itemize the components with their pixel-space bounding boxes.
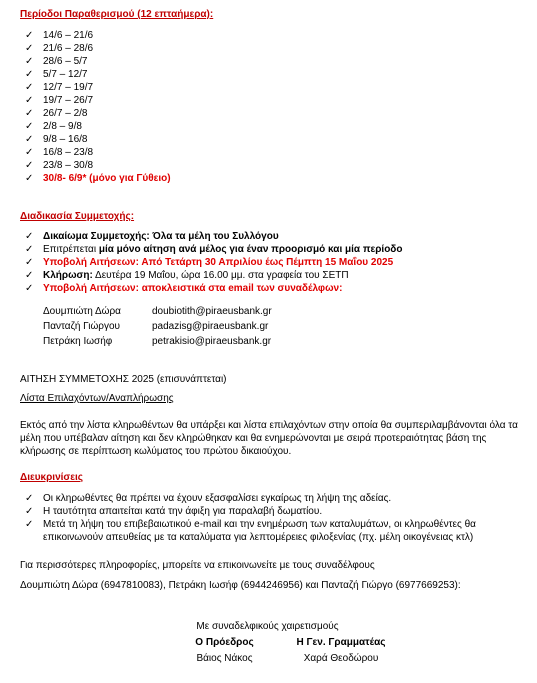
clarification-text: Οι κληρωθέντες θα πρέπει να έχουν εξασφαλίσει εγκαίρως τη λήψη της αδείας. <box>43 493 392 504</box>
draw-text: Δευτέρα 19 Μαΐου, ώρα 16.00 μμ. στα γραφεία του ΣΕΤΠ <box>92 270 349 281</box>
list-item <box>25 518 523 544</box>
procedure-heading: Διαδικασία Συμμετοχής: <box>20 211 135 222</box>
period-item-last <box>25 172 171 185</box>
clarification-text: Μετά τη λήψη του επιβεβαιωτικού e-mail και την ενημέρωση των καταλυμάτων, οι κληρωθέντες θα επικοινωνούν απευθείας με τα καταλύματα για λεπτομέρειες φιλοξενίας (πχ. μέλη οικογένειας κτλ) <box>43 519 476 543</box>
check-icon: ✓ <box>25 506 34 517</box>
list-item <box>25 269 402 282</box>
check-icon: ✓ <box>25 69 34 80</box>
name-president: Βάιος Νάκος <box>196 653 253 664</box>
list-item <box>25 243 402 256</box>
check-icon: ✓ <box>25 493 34 504</box>
period-text: 12/7 – 19/7 <box>43 82 94 93</box>
contact-name: Δουμπιώτη Δώρα <box>43 306 121 317</box>
application-title: ΑΙΤΗΣΗ ΣΥΜΜΕΤΟΧΗΣ 2025 (επισυνάπτεται) <box>20 374 227 385</box>
period-item <box>25 133 171 146</box>
period-item <box>25 146 171 159</box>
period-item <box>25 120 171 133</box>
allowed-bold: μία μόνο αίτηση ανά μέλος για έναν προορισμό και μία περίοδο <box>98 244 403 255</box>
period-text: 26/7 – 2/8 <box>43 108 88 119</box>
clarification-text: Η ταυτότητα απαιτείται κατά την άφιξη για παραλαβή δωματίου. <box>43 506 323 517</box>
procedure-list <box>25 230 402 295</box>
check-icon: ✓ <box>25 121 34 132</box>
period-text: 2/8 – 9/8 <box>43 121 82 132</box>
draw-label: Κλήρωση: <box>43 270 93 281</box>
check-icon: ✓ <box>25 160 34 171</box>
name-secretary: Χαρά Θεοδώρου <box>303 653 379 664</box>
check-icon: ✓ <box>25 43 34 54</box>
period-text: 9/8 – 16/8 <box>43 134 88 145</box>
info-line: Για περισσότερες πληροφορίες, μπορείτε να επικοινωνείτε με τους συναδέλφους <box>20 560 375 571</box>
contact-email[interactable]: petrakisio@piraeusbank.gr <box>152 336 272 347</box>
check-icon: ✓ <box>25 108 34 119</box>
check-icon: ✓ <box>25 147 34 158</box>
period-text: 30/8- 6/9* (μόνο για Γύθειο) <box>43 173 171 184</box>
check-icon: ✓ <box>25 82 34 93</box>
period-text: 28/6 – 5/7 <box>43 56 88 67</box>
check-icon: ✓ <box>25 173 34 184</box>
rights-text: Όλα τα μέλη του Συλλόγου <box>149 231 279 242</box>
check-icon: ✓ <box>25 30 34 41</box>
check-icon: ✓ <box>25 231 34 242</box>
check-icon: ✓ <box>25 56 34 67</box>
contact-email[interactable]: padazisg@piraeusbank.gr <box>152 321 269 332</box>
allowed-pre: Επιτρέπεται <box>43 244 99 255</box>
list-item <box>25 230 402 243</box>
list-item <box>25 492 525 505</box>
submission-dates: Υποβολή Αιτήσεων: Από Τετάρτη 30 Απριλίου έως Πέμπτη 15 Μαΐου 2025 <box>43 257 394 268</box>
period-item <box>25 159 171 172</box>
check-icon: ✓ <box>25 244 34 255</box>
role-president: Ο Πρόεδρος <box>195 637 254 648</box>
clarifications-list <box>25 492 525 544</box>
list-item <box>25 505 525 518</box>
period-text: 5/7 – 12/7 <box>43 69 88 80</box>
period-text: 14/6 – 21/6 <box>43 30 94 41</box>
check-icon: ✓ <box>25 257 34 268</box>
periods-heading: Περίοδοι Παραθερισμού (12 επταήμερα): <box>20 9 214 20</box>
check-icon: ✓ <box>25 134 34 145</box>
info-phones: Δουμπιώτη Δώρα (6947810083), Πετράκη Ιωσήφ (6944246956) και Πανταζή Γιώργο (6977669253): <box>20 580 461 591</box>
check-icon: ✓ <box>25 270 34 281</box>
contact-name: Πετράκη Ιωσήφ <box>43 336 113 347</box>
contact-email[interactable]: doubiotith@piraeusbank.gr <box>152 306 272 317</box>
check-icon: ✓ <box>25 283 34 294</box>
clarifications-heading: Διευκρινίσεις <box>20 472 83 483</box>
rights-label: Δικαίωμα Συμμετοχής: <box>43 231 150 242</box>
period-item <box>25 42 171 55</box>
period-item <box>25 94 171 107</box>
period-item <box>25 81 171 94</box>
period-text: 21/6 – 28/6 <box>43 43 94 54</box>
submission-emails: Υποβολή Αιτήσεων: αποκλειστικά στα email των συναδέλφων: <box>43 283 343 294</box>
periods-list <box>25 29 171 185</box>
check-icon: ✓ <box>25 95 34 106</box>
greeting: Με συναδελφικούς χαιρετισμούς <box>196 621 339 632</box>
check-icon: ✓ <box>25 519 34 530</box>
role-secretary: Η Γεν. Γραμματέας <box>296 637 386 648</box>
contact-name: Πανταζή Γιώργου <box>43 321 120 332</box>
waitlist-heading: Λίστα Επιλαχόντων/Αναπλήρωσης <box>20 393 174 404</box>
period-item <box>25 55 171 68</box>
list-item <box>25 282 402 295</box>
waitlist-paragraph: Εκτός από την λίστα κληρωθέντων θα υπάρξει και λίστα επιλαχόντων στην οποία θα συμπεριλαμβάνονται όλα τα μέλη που υπέβαλαν αίτηση και δεν κληρώθηκαν και θα ενημερώνονται με σειρά προτεραιότητας βάση της κλήρωσης σε περίπτωση κωλύματος του πρώτου δικαιούχου. <box>20 420 518 457</box>
period-text: 19/7 – 26/7 <box>43 95 94 106</box>
period-text: 16/8 – 23/8 <box>43 147 94 158</box>
list-item <box>25 256 402 269</box>
period-item <box>25 68 171 81</box>
period-item <box>25 107 171 120</box>
period-text: 23/8 – 30/8 <box>43 160 94 171</box>
period-item <box>25 29 171 42</box>
